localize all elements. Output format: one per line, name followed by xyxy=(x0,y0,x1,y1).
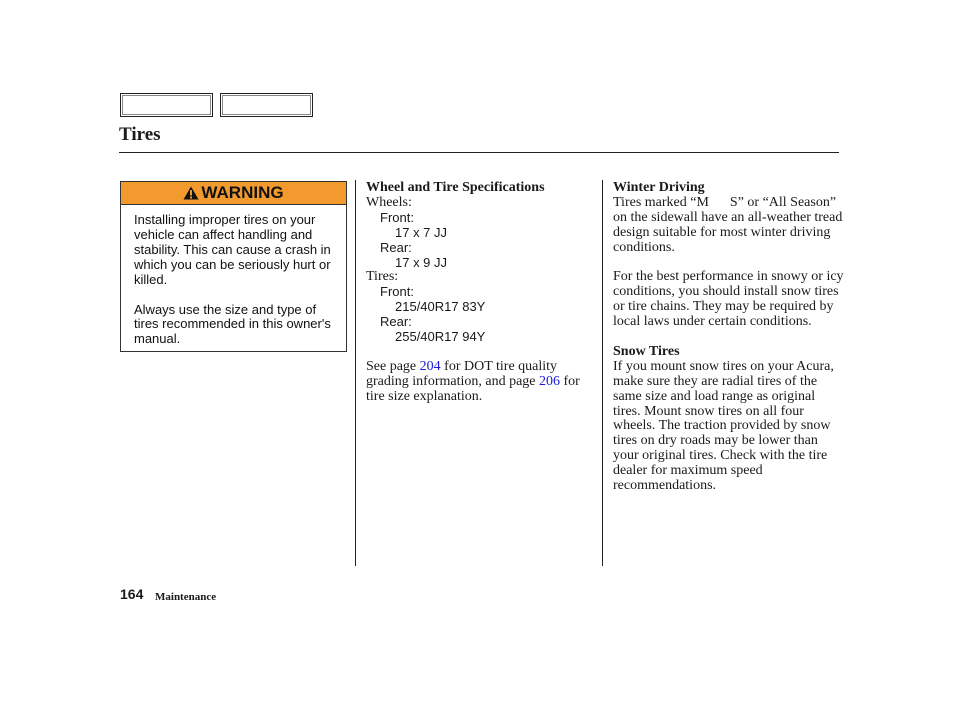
warning-triangle-icon xyxy=(183,186,199,200)
snow-heading: Snow Tires xyxy=(613,343,680,359)
page-number: 164 xyxy=(120,586,144,602)
nav-forward-button[interactable] xyxy=(220,93,313,117)
title-divider xyxy=(119,152,839,153)
see-page-paragraph xyxy=(366,360,598,405)
section-name: Maintenance xyxy=(155,591,217,603)
winter-column xyxy=(613,181,845,494)
wheels-rear-value: 17 x 9 JJ xyxy=(395,254,448,270)
see-suffix: for tire size explanation. xyxy=(366,373,580,404)
warning-header xyxy=(121,182,346,205)
warning-paragraph: Installing improper tires on your vehicle can affect handling and stability. This can cause a crash in which you can be seriously hurt or killed. xyxy=(134,212,331,287)
nav-back-button[interactable] xyxy=(120,93,213,117)
wheels-front-value: 17 x 7 JJ xyxy=(395,224,448,240)
warning-box xyxy=(120,181,347,352)
warning-paragraph: Always use the size and type of tires recommended in this owner's manual. xyxy=(134,301,331,347)
warning-label: WARNING xyxy=(201,183,284,202)
wheels-front-label: Front: xyxy=(380,209,414,225)
page-link-204[interactable]: 204 xyxy=(419,358,441,374)
snow-paragraph: If you mount snow tires on your Acura, make sure they are radial tires of the same size and load range as original tires. Mount snow tires on all four wheels. The traction provided by snow tires on dry roads may be lower than your original tires. Check with the tire dealer for maximum speed recommendations. xyxy=(613,358,834,494)
warning-body xyxy=(121,205,346,347)
see-mid: for DOT tire quality grading information, and page xyxy=(366,358,558,389)
wheels-label: Wheels: xyxy=(366,194,412,210)
specs-heading: Wheel and Tire Specifications xyxy=(366,180,545,195)
column-divider xyxy=(602,180,603,566)
winter-paragraph: For the best performance in snowy or icy conditions, you should install snow tires or tire chains. They may be required by local laws under certain conditions. xyxy=(613,269,844,330)
column-divider xyxy=(355,180,356,566)
tires-front-label: Front: xyxy=(380,284,414,300)
winter-paragraph: Tires marked “M S” or “All Season” on the sidewall have an all-weather tread design suitable for most winter driving conditions. xyxy=(613,194,843,255)
tires-rear-label: Rear: xyxy=(380,314,412,330)
specs-column xyxy=(366,181,598,405)
wheels-rear-label: Rear: xyxy=(380,239,412,255)
winter-heading: Winter Driving xyxy=(613,180,705,195)
tires-rear-value: 255/40R17 94Y xyxy=(395,329,486,345)
see-prefix: See page xyxy=(366,358,420,374)
page-link-206[interactable]: 206 xyxy=(539,373,561,389)
page-title: Tires xyxy=(119,124,161,145)
tires-label: Tires: xyxy=(366,269,399,285)
tires-front-value: 215/40R17 83Y xyxy=(395,299,486,315)
